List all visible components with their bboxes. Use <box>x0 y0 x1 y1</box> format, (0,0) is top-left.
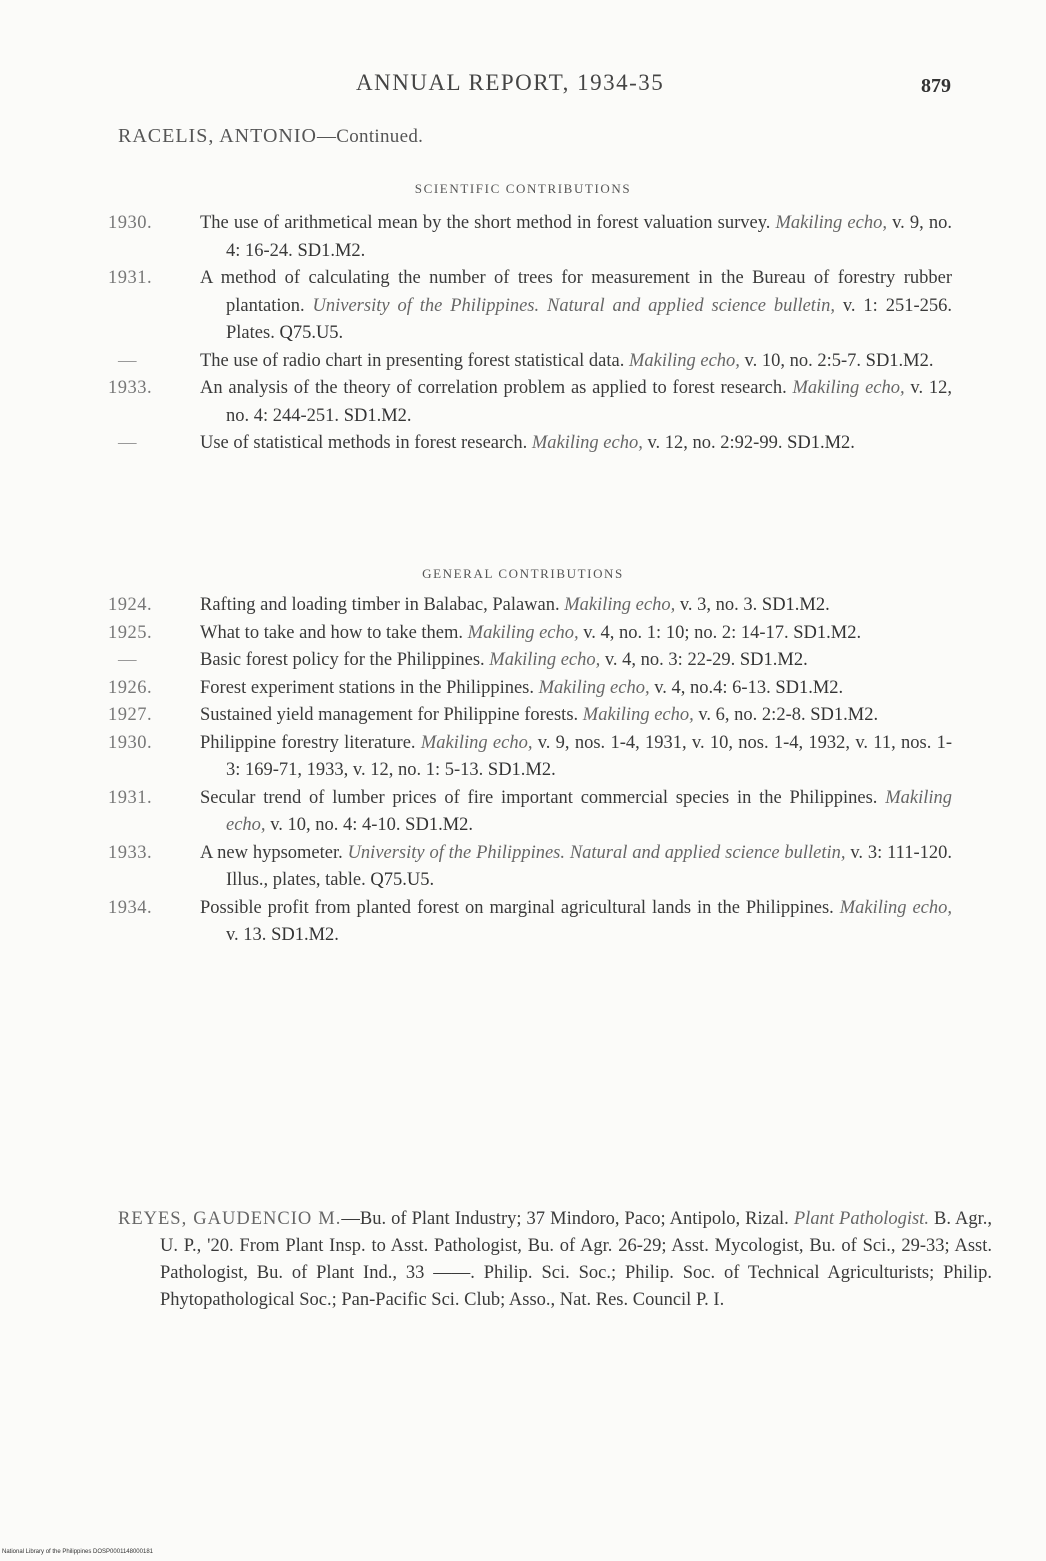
entry-call-number: SD1.M2. <box>793 622 862 643</box>
entry-title: The use of arithmetical mean by the short method in forest valuation survey. <box>200 213 771 233</box>
entry-citation: v. 10, no. 4: 4-10. <box>270 815 401 835</box>
entry-year: 1933. <box>108 842 153 863</box>
bibliography-entry <box>108 895 952 950</box>
entry-journal: Makiling echo, <box>420 732 533 753</box>
entry-year: 1930. <box>108 213 153 233</box>
entry-year: 1933. <box>108 378 153 398</box>
entry-citation: v. 13. <box>226 925 267 945</box>
entry-citation: v. 4, no. 1: 10; no. 2: 14-17. <box>583 622 789 643</box>
bibliography-entry <box>108 730 953 785</box>
reyes-title: Plant Pathologist. <box>793 1209 929 1229</box>
general-contributions-heading: GENERAL CONTRIBUTIONS <box>422 566 624 581</box>
entry-year: 1927. <box>108 705 153 725</box>
reyes-career: B. Agr., U. P., '20. From Plant Insp. to Asst. Pathologist, Bu. of Agr. 26-29; Asst. Mycologist, Bu. of Sci., 29-33; Asst. Pathologist, Bu. of Plant Ind., 33 ——. Philip. Sci. Soc.; Philip. Soc. of Technical Agriculturists; Philip. Phytopathological Soc.; Pan-Pacific Sci. Club; Asso., Nat. Res. Council P. I. <box>160 1209 993 1310</box>
entry-call-number: SD1.M2. <box>271 925 339 945</box>
entry-year: — <box>118 350 137 371</box>
entry-call-number: SD1.M2. <box>761 595 830 615</box>
entry-body <box>200 647 952 675</box>
entry-year: 1930. <box>108 732 153 753</box>
scientific-contributions-heading: SCIENTIFIC CONTRIBUTIONS <box>414 181 632 196</box>
entry-body <box>200 785 952 840</box>
entry-body <box>200 210 952 265</box>
entry-citation: v. 10, no. 2:5-7. <box>744 350 862 371</box>
entry-journal: University of the Philippines. Natural and applied science bulletin, <box>312 295 835 316</box>
entry-title: What to take and how to take them. <box>200 622 464 643</box>
entry-body <box>200 730 952 785</box>
entry-call-number: SD1.M2. <box>343 405 412 426</box>
entry-journal: Makiling echo, <box>489 650 601 670</box>
bibliography-entry <box>108 620 952 648</box>
entry-body <box>200 348 952 376</box>
entry-journal: Makiling echo, <box>538 677 650 698</box>
entry-call-number: SD1.M2. <box>405 815 474 835</box>
bibliography-entry <box>108 265 952 348</box>
entry-title: A method of calculating the number of trees for measurement in the Bureau of forestry rubber plantation. <box>200 268 952 316</box>
entry-call-number: SD1.M2. <box>297 240 366 261</box>
entry-year: 1931. <box>108 787 153 808</box>
entry-call-number: SD1.M2. <box>787 433 855 453</box>
entry-year: 1924. <box>108 595 153 615</box>
entry-journal: University of the Philippines. Natural and applied science bulletin, <box>347 842 846 863</box>
entry-year: — <box>118 650 137 670</box>
bibliography-entry <box>118 647 952 675</box>
entry-journal: Makiling echo, <box>582 705 694 725</box>
entry-title: A new hypsometer. <box>200 842 343 863</box>
author-heading <box>118 125 423 148</box>
entry-year: 1934. <box>108 897 153 918</box>
entry-title: Philippine forestry literature. <box>200 732 416 753</box>
entry-call-number: SD1.M2. <box>487 760 556 780</box>
entry-citation: v. 1: 251-256. Plates. <box>226 295 952 343</box>
entry-body <box>200 375 952 430</box>
entry-title: The use of radio chart in presenting forest statistical data. <box>200 350 625 371</box>
entry-journal: Makiling echo, <box>226 787 952 835</box>
entry-citation: v. 12, no. 2:92-99. <box>647 433 783 453</box>
entry-body <box>200 895 952 950</box>
entry-title: Basic forest policy for the Philippines. <box>200 650 485 670</box>
scientific-entries <box>0 210 1046 458</box>
bibliography-entry <box>108 210 953 265</box>
reyes-entry <box>118 1206 992 1314</box>
entry-title: An analysis of the theory of correlation problem as applied to forest research. <box>200 378 787 398</box>
entry-citation: v. 4, no.4: 6-13. <box>654 677 771 698</box>
entry-year: 1931. <box>108 268 153 288</box>
entry-body <box>200 430 952 458</box>
entry-citation: v. 12, no. 4: 244-251. <box>226 378 953 426</box>
reyes-name: REYES, GAUDENCIO M. <box>118 1209 342 1229</box>
entry-journal: Makiling echo, <box>628 350 740 371</box>
entry-title: Forest experiment stations in the Philippines. <box>200 677 534 698</box>
bibliography-entry <box>118 430 952 458</box>
report-title: ANNUAL REPORT, 1934-35 <box>356 70 665 95</box>
author-name: RACELIS, ANTONIO <box>118 125 317 147</box>
entry-call-number: SD1.M2. <box>739 650 808 670</box>
bibliography-entry <box>108 375 953 430</box>
entry-body <box>200 592 952 620</box>
entry-year: — <box>118 433 137 453</box>
bibliography-entry <box>108 592 952 620</box>
entry-citation: v. 9, nos. 1-4, 1931, v. 10, nos. 1-4, 1932, v. 11, nos. 1-3: 169-71, 1933, v. 12, no. 1: 5-13. <box>226 732 953 780</box>
entry-body <box>200 702 952 730</box>
entry-citation: v. 9, no. 4: 16-24. <box>226 213 953 261</box>
entry-journal: Makiling echo, <box>775 213 887 233</box>
entry-body <box>200 620 952 648</box>
running-head <box>0 70 1046 104</box>
entry-citation: v. 4, no. 3: 22-29. <box>604 650 736 670</box>
bibliography-entry <box>108 702 952 730</box>
entry-citation: v. 3, no. 3. <box>679 595 758 615</box>
general-entries <box>0 592 1046 950</box>
entry-journal: Makiling echo, <box>531 433 643 453</box>
reyes-affiliation: —Bu. of Plant Industry; 37 Mindoro, Paco; Antipolo, Rizal. <box>341 1209 789 1229</box>
entry-body <box>200 265 952 348</box>
entry-call-number: Q75.U5. <box>370 870 435 890</box>
entry-body <box>200 840 952 895</box>
entry-body <box>200 675 952 703</box>
entry-year: 1926. <box>108 677 153 698</box>
bibliography-entry <box>108 675 952 703</box>
entry-call-number: SD1.M2. <box>865 350 934 371</box>
footer-credit: National Library of the Philippines DOSP0001148000181 <box>2 1549 153 1555</box>
bibliography-entry <box>108 785 952 840</box>
entry-citation: v. 3: 111-120. Illus., plates, table. <box>226 842 952 890</box>
entry-title: Rafting and loading timber in Balabac, Palawan. <box>200 595 560 615</box>
entry-citation: v. 6, no. 2:2-8. <box>698 705 806 725</box>
entry-call-number: SD1.M2. <box>810 705 879 725</box>
entry-title: Use of statistical methods in forest research. <box>200 433 528 453</box>
bibliography-entry <box>118 348 952 376</box>
entry-call-number: Q75.U5. <box>279 323 344 343</box>
entry-journal: Makiling echo, <box>467 622 579 643</box>
entry-year: 1925. <box>108 622 153 643</box>
entry-title: Possible profit from planted forest on marginal agricultural lands in the Philippines. <box>200 897 834 918</box>
entry-journal: Makiling echo, <box>564 595 676 615</box>
continued-label: —Continued. <box>316 126 424 147</box>
entry-title: Sustained yield management for Philippine forests. <box>200 705 579 725</box>
entry-journal: Makiling echo, <box>839 897 952 918</box>
entry-call-number: SD1.M2. <box>775 677 844 698</box>
entry-journal: Makiling echo, <box>792 378 905 398</box>
bibliography-entry <box>108 840 952 895</box>
page-number: 879 <box>921 75 951 97</box>
entry-title: Secular trend of lumber prices of fire important commercial species in the Philippines. <box>200 787 878 808</box>
